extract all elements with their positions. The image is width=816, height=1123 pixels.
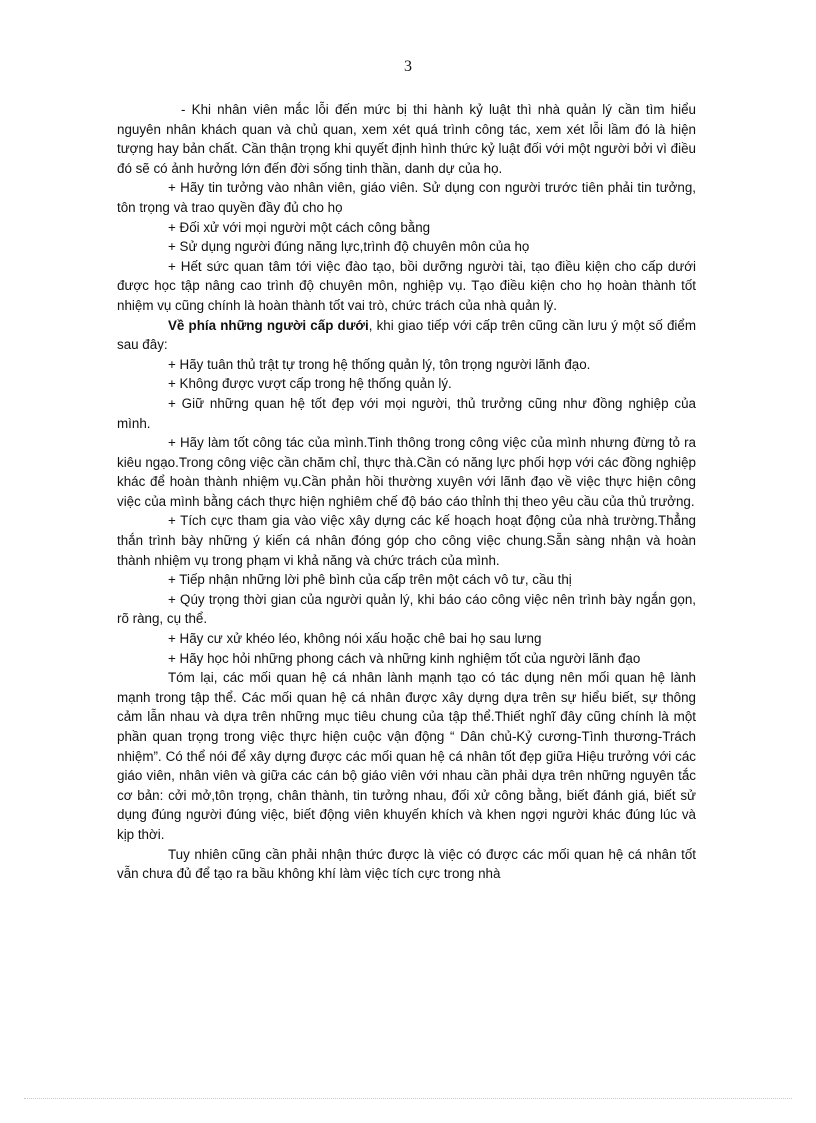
paragraph-training	[117, 257, 696, 316]
paragraph-text: + Tích cực tham gia vào việc xây dựng các kế hoạch hoạt động của nhà trường.Thẳng thắn trình bày những ý kiến cá nhân đóng góp cho công việc chung.Sẵn sàng nhận và hoàn thành nhiệm vụ trong phạm vi khả năng và chức trách của mình.	[117, 513, 696, 568]
paragraph-do-work-well	[117, 433, 696, 511]
paragraph-no-skipping	[117, 374, 696, 394]
paragraph-behave-tactfully	[117, 629, 696, 649]
paragraph-text: + Giữ những quan hệ tốt đẹp với mọi người, thủ trưởng cũng như đồng nghiệp của mình.	[117, 395, 696, 431]
paragraph-summary	[117, 668, 696, 844]
section-lead-bold: Về phía những người cấp dưới	[168, 317, 369, 333]
paragraph-however	[117, 845, 696, 884]
paragraph-text: + Tiếp nhận những lời phê bình của cấp trên một cách vô tư, cầu thị	[168, 572, 572, 588]
document-body	[117, 100, 696, 884]
paragraph-text: + Hãy tuân thủ trật tự trong hệ thống quản lý, tôn trọng người lãnh đạo.	[168, 356, 591, 372]
paragraph-respect-order	[117, 355, 696, 375]
paragraph-text: Tuy nhiên cũng cần phải nhận thức được là việc có được các mối quan hệ cá nhân tốt vẫn chưa đủ để tạo ra bầu không khí làm việc tích cực trong nhà	[117, 846, 696, 882]
paragraph-subordinates-intro	[117, 316, 696, 355]
paragraph-text: + Hãy cư xử khéo léo, không nói xấu hoặc chê bai họ sau lưng	[168, 631, 542, 647]
paragraph-trust-staff	[117, 178, 696, 217]
paragraph-text: + Hết sức quan tâm tới việc đào tạo, bồi dưỡng người tài, tạo điều kiện cho cấp dưới được học tập nâng cao trình độ chuyên môn, nghiệp vụ. Tạo điều kiện cho họ hoàn thành tốt nhiệm vụ cũng chính là hoàn thành tốt vai trò, chức trách của nhà quản lý.	[117, 258, 696, 313]
paragraph-learn-from-leaders	[117, 649, 696, 669]
paragraph-text: , khi giao tiếp với cấp trên cũng cần lưu ý một số điểm sau đây:	[117, 317, 696, 353]
paragraph-accept-criticism	[117, 570, 696, 590]
paragraph-text: + Không được vượt cấp trong hệ thống quản lý.	[168, 376, 452, 392]
paragraph-text: + Hãy học hỏi những phong cách và những kinh nghiệm tốt của người lãnh đạo	[168, 650, 641, 666]
paragraph-text: Tóm lại, các mối quan hệ cá nhân lành mạnh tạo có tác dụng nên mối quan hệ lành mạnh trong tập thể. Các mối quan hệ cá nhân được xây dựng dựa trên sự hiểu biết, sự thông cảm lẫn nhau và dựa trên những mục tiêu chung của tập thể.Thiết nghĩ đây cũng chính là một phần quan trọng trong việc thực hiện cuộc vận động “ Dân chủ-Kỷ cương-Tình thương-Trách nhiệm”. Có thể nói để xây dựng được các mối quan hệ cá nhân tốt đẹp giữa Hiệu trưởng với các giáo viên, nhân viên và giữa các cán bộ giáo viên với nhau cần phải dựa trên những nguyên tắc cơ bản: cởi mở,tôn trọng, chân thành, tin tưởng nhau, đối xử công bằng, biết đánh giá, biết sử dụng đúng người đúng việc, biết động viên khuyến khích và khen ngợi người khác đúng lúc và kịp thời.	[117, 670, 696, 842]
paragraph-text: + Sử dụng người đúng năng lực,trình độ chuyên môn của họ	[168, 239, 530, 255]
paragraph-text: + Hãy tin tưởng vào nhân viên, giáo viên. Sử dụng con người trước tiên phải tin tưởng, tôn trọng và trao quyền đầy đủ cho họ	[117, 180, 696, 215]
page-bottom-dotted-rule	[24, 1098, 792, 1099]
paragraph-good-relations	[117, 394, 696, 433]
paragraph-text: + Qúy trọng thời gian của người quản lý, khi báo cáo công việc nên trình bày ngắn gọn, rõ ràng, cụ thể.	[117, 591, 696, 627]
paragraph-participate	[117, 511, 696, 570]
paragraph-text: + Hãy làm tốt công tác của mình.Tinh thông trong công việc của mình nhưng đừng tỏ ra kiêu ngạo.Trong công việc cần chăm chỉ, thực thà.Cần có năng lực phối hợp với các đồng nghiệp khác để hoàn thành nhiệm vụ.Cần phản hồi thường xuyên với lãnh đạo về việc thực hiện công việc của mình bằng cách thực hiện nghiêm chế độ báo cáo thỉnh thị theo yêu cầu của thủ trưởng.	[117, 435, 696, 509]
paragraph-respect-time	[117, 590, 696, 629]
paragraph-fairness	[117, 218, 696, 238]
page-number: 3	[404, 58, 412, 75]
paragraph-right-person	[117, 237, 696, 257]
paragraph-text: - Khi nhân viên mắc lỗi đến mức bị thi hành kỷ luật thì nhà quản lý cần tìm hiểu nguyên nhân khách quan và chủ quan, xem xét quá trình công tác, xem xét lỗi lầm đó là hiện tượng hay bản chất. Cần thận trọng khi quyết định hình thức kỷ luật đối với một người bởi vì điều đó sẽ có ảnh hưởng lớn đến đời sống tinh thần, danh dự của họ.	[117, 102, 696, 176]
paragraph-text: + Đối xử với mọi người một cách công bằng	[168, 219, 431, 235]
paragraph-discipline	[117, 100, 696, 178]
